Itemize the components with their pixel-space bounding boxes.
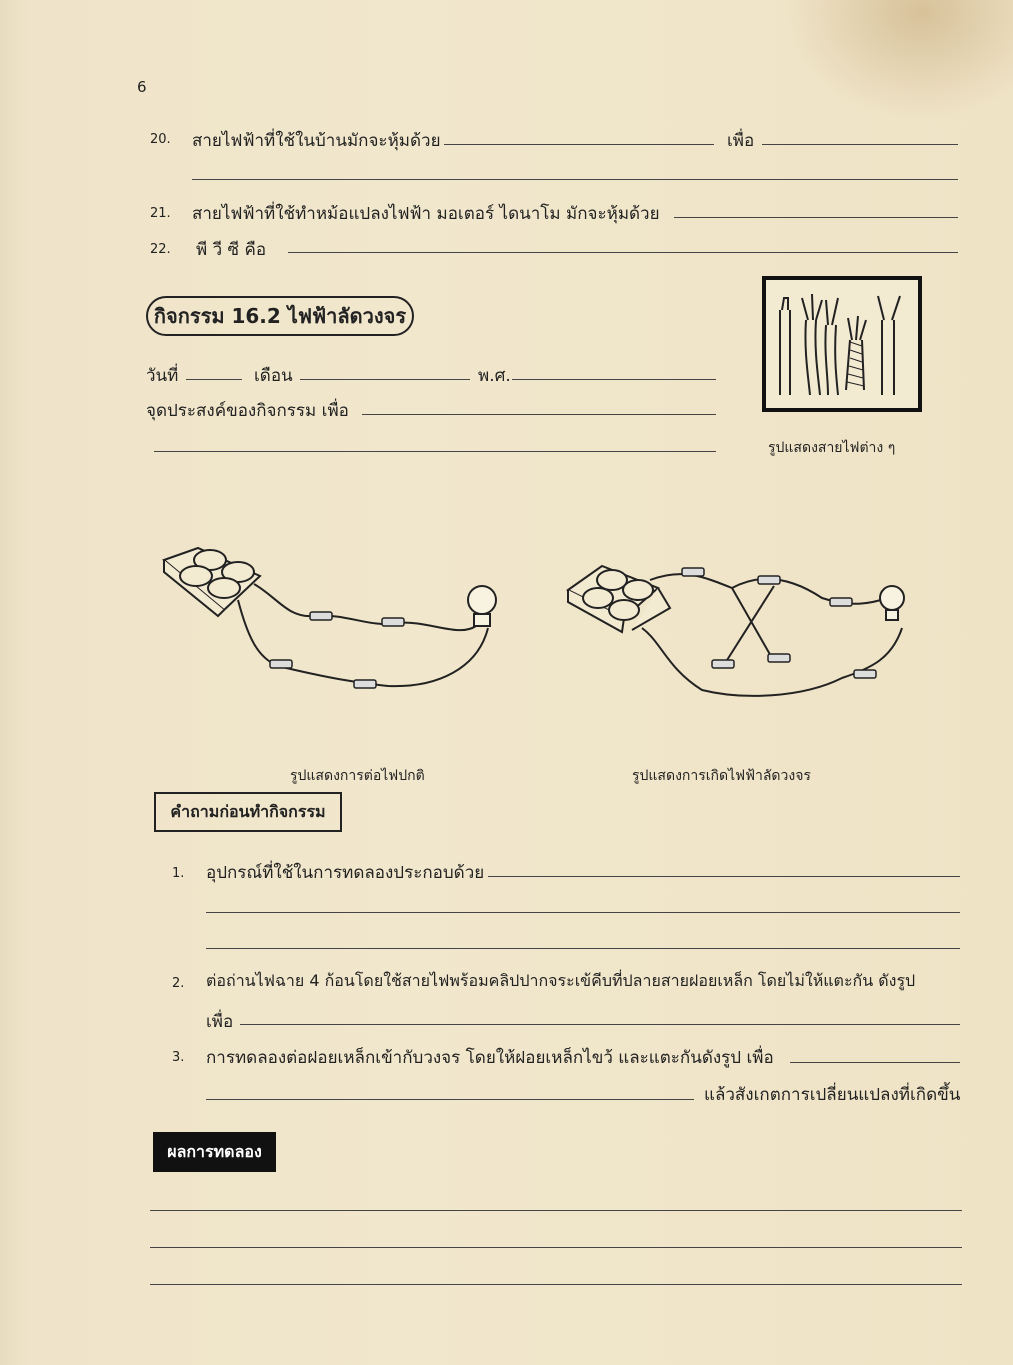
page-number: 6 (137, 78, 147, 96)
wires-photo (762, 276, 922, 412)
q21-text: สายไฟฟ้าที่ใช้ทำหม้อแปลงไฟฟ้า มอเตอร์ ไดนาโม มักจะหุ้มด้วย (192, 204, 660, 224)
wire-types-illustration (766, 280, 918, 408)
short-circuit-caption: รูปแสดงการเกิดไฟฟ้าลัดวงจร (632, 768, 811, 784)
q20-text: สายไฟฟ้าที่ใช้ในบ้านมักจะหุ้มด้วย (192, 131, 441, 151)
pq3-number: 3. (172, 1050, 185, 1065)
month-label: เดือน (254, 366, 293, 386)
normal-caption: รูปแสดงการต่อไฟปกติ (290, 768, 425, 784)
q21-answer-line[interactable] (674, 217, 958, 218)
purpose-line[interactable] (362, 414, 716, 415)
pq1-number: 1. (172, 866, 185, 881)
results-line-1[interactable] (150, 1210, 962, 1211)
pq2-answer-line[interactable] (240, 1024, 960, 1025)
activity-title: กิจกรรม 16.2 ไฟฟ้าลัดวงจร (146, 296, 414, 336)
q20-answer-line[interactable] (444, 144, 714, 145)
date-label: วันที่ (146, 366, 179, 386)
results-line-2[interactable] (150, 1247, 962, 1248)
q22-text: พี วี ซี คือ (196, 240, 267, 260)
pq1-text: อุปกรณ์ที่ใช้ในการทดลองประกอบด้วย (206, 863, 485, 883)
q22-number: 22. (150, 242, 171, 257)
q20-continue-line[interactable] (192, 179, 958, 180)
pq1-answer-line[interactable] (488, 876, 960, 877)
results-title: ผลการทดลอง (153, 1132, 276, 1172)
pq3-cont: แล้วสังเกตการเปลี่ยนแปลงที่เกิดขึ้น (704, 1085, 961, 1105)
purpose-continue-line[interactable] (154, 451, 716, 452)
wires-caption: รูปแสดงสายไฟต่าง ๆ (768, 440, 896, 456)
pq3-answer-line-2[interactable] (206, 1099, 694, 1100)
pq2-text: ต่อถ่านไฟฉาย 4 ก้อนโดยใช้สายไฟพร้อมคลิปปากจระเข้คีบที่ปลายสายฝอยเหล็ก โดยไม่ให้แตะกัน ดังรูป (206, 971, 916, 990)
year-line[interactable] (512, 379, 716, 380)
pq3-answer-line[interactable] (790, 1062, 960, 1063)
paper-stain (783, 0, 1013, 120)
pre-questions-title: คำถามก่อนทำกิจกรรม (154, 792, 342, 832)
date-line[interactable] (186, 379, 242, 380)
year-label: พ.ศ. (478, 366, 511, 386)
pq1-answer-line-3[interactable] (206, 948, 960, 949)
q20-extra: เพื่อ (727, 131, 755, 151)
pq2-cont: เพื่อ (206, 1012, 234, 1032)
q22-answer-line[interactable] (288, 252, 958, 253)
q20-number: 20. (150, 132, 171, 147)
purpose-label: จุดประสงค์ของกิจกรรม เพื่อ (146, 401, 349, 421)
pq3-text: การทดลองต่อฝอยเหล็กเข้ากับวงจร โดยให้ฝอยเหล็กไขว้ และแตะกันดังรูป เพื่อ (206, 1048, 774, 1068)
q21-number: 21. (150, 206, 171, 221)
pq1-answer-line-2[interactable] (206, 912, 960, 913)
results-line-3[interactable] (150, 1284, 962, 1285)
pq2-number: 2. (172, 976, 185, 991)
month-line[interactable] (300, 379, 470, 380)
q20-purpose-line[interactable] (762, 144, 958, 145)
short-circuit-illustration (562, 558, 912, 703)
normal-circuit-illustration (158, 538, 508, 703)
